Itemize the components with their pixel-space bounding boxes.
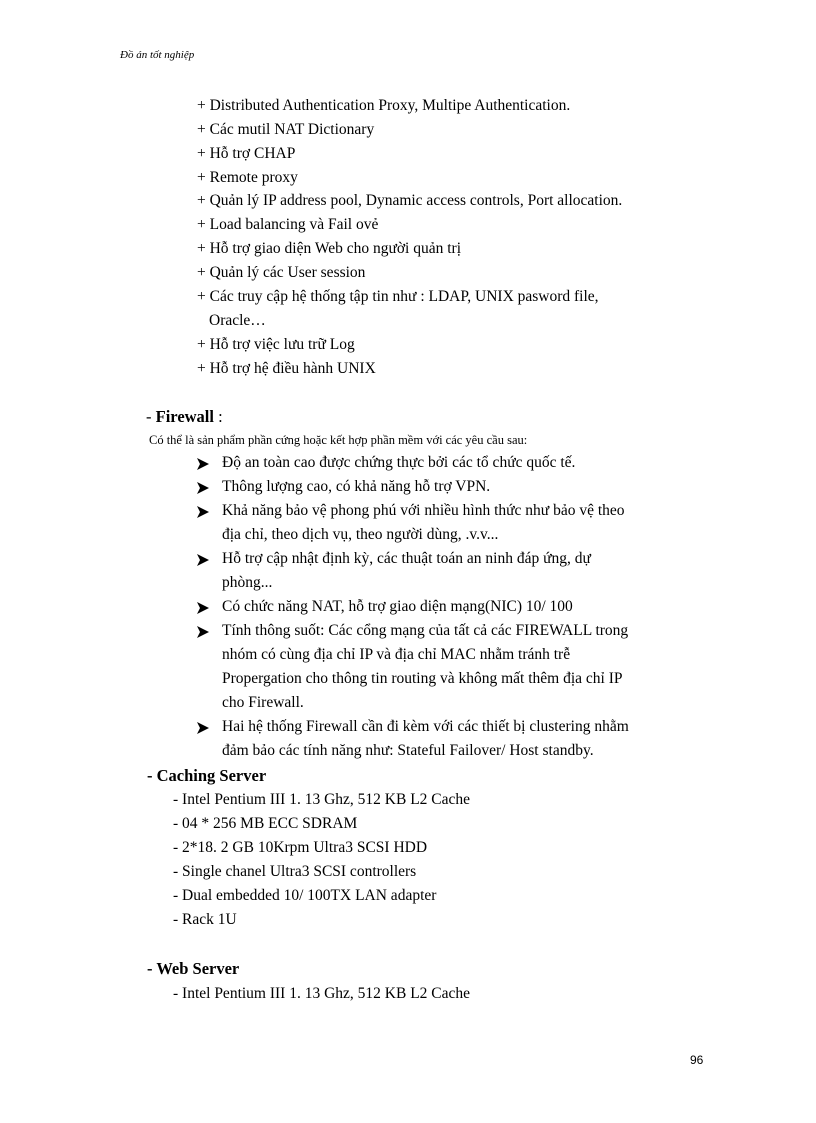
list-item: Khả năng bảo vệ phong phú với nhiều hình thức như bảo vệ theo [222, 502, 625, 519]
page-number: 96 [690, 1053, 704, 1067]
list-item-continuation: cho Firewall. [222, 694, 304, 711]
firewall-heading [146, 409, 223, 426]
list-item: Có chức năng NAT, hỗ trợ giao diện mạng(NIC) 10/ 100 [222, 598, 573, 615]
list-item: Hỗ trợ cập nhật định kỳ, các thuật toán an ninh đáp ứng, dự [222, 550, 591, 567]
list-item: - 2*18. 2 GB 10Krpm Ultra3 SCSI HDD [173, 839, 428, 856]
list-item: + Hỗ trợ việc lưu trữ Log [197, 336, 355, 353]
arrow-bullet-icon [196, 721, 210, 735]
arrow-bullet-icon [196, 553, 210, 567]
list-item: Hai hệ thống Firewall cần đi kèm với các thiết bị clustering nhằm [222, 718, 629, 735]
list-item: + Distributed Authentication Proxy, Multipe Authentication. [197, 97, 571, 114]
list-item-continuation: Oracle… [209, 312, 266, 329]
arrow-bullet-icon [196, 601, 210, 615]
list-item: + Quản lý IP address pool, Dynamic access controls, Port allocation. [197, 192, 623, 209]
arrow-bullet-icon [196, 505, 210, 519]
caching-server-heading: - Caching Server [147, 766, 267, 785]
list-item: Tính thông suốt: Các cổng mạng của tất cả các FIREWALL trong [222, 622, 629, 639]
list-item-continuation: địa chỉ, theo dịch vụ, theo người dùng, .v.v... [222, 526, 499, 543]
heading-prefix: - [146, 407, 156, 426]
list-item: + Load balancing và Fail ovẻ [197, 216, 379, 233]
list-item: + Hỗ trợ hệ điều hành UNIX [197, 360, 376, 377]
heading-suffix: : [213, 407, 223, 426]
list-item: Độ an toàn cao được chứng thực bởi các tổ chức quốc tế. [222, 454, 576, 471]
heading-title: Firewall [155, 407, 214, 426]
list-item: - Dual embedded 10/ 100TX LAN adapter [173, 887, 437, 904]
document-header: Đồ án tốt nghiệp [120, 49, 195, 61]
list-item: + Các mutil NAT Dictionary [197, 121, 375, 138]
list-item: - Intel Pentium III 1. 13 Ghz, 512 KB L2 Cache [173, 791, 471, 808]
arrow-bullet-icon [196, 457, 210, 471]
arrow-bullet-icon [196, 625, 210, 639]
arrow-bullet-icon [196, 481, 210, 495]
list-item: + Hỗ trợ giao diện Web cho người quản trị [197, 240, 462, 257]
list-item: + Remote proxy [197, 169, 298, 186]
list-item-continuation: Propergation cho thông tin routing và không mất thêm địa chỉ IP [222, 670, 623, 687]
list-item-continuation: nhóm có cùng địa chỉ IP và địa chỉ MAC nhằm tránh trễ [222, 646, 571, 663]
firewall-intro: Có thể là sản phẩm phần cứng hoặc kết hợp phần mềm với các yêu cầu sau: [149, 433, 528, 447]
list-item-continuation: đảm bảo các tính năng như: Stateful Failover/ Host standby. [222, 742, 594, 759]
list-item: - Single chanel Ultra3 SCSI controllers [173, 863, 417, 880]
list-item: Thông lượng cao, có khả năng hỗ trợ VPN. [222, 478, 491, 495]
list-item: + Hỗ trợ CHAP [197, 145, 296, 162]
list-item: - Intel Pentium III 1. 13 Ghz, 512 KB L2 Cache [173, 985, 471, 1002]
web-server-heading: - Web Server [147, 959, 240, 978]
list-item: + Các truy cập hệ thống tập tin như : LDAP, UNIX pasword file, [197, 288, 599, 305]
list-item-continuation: phòng... [222, 574, 273, 591]
list-item: - 04 * 256 MB ECC SDRAM [173, 815, 358, 832]
list-item: - Rack 1U [173, 911, 237, 928]
list-item: + Quản lý các User session [197, 264, 366, 281]
